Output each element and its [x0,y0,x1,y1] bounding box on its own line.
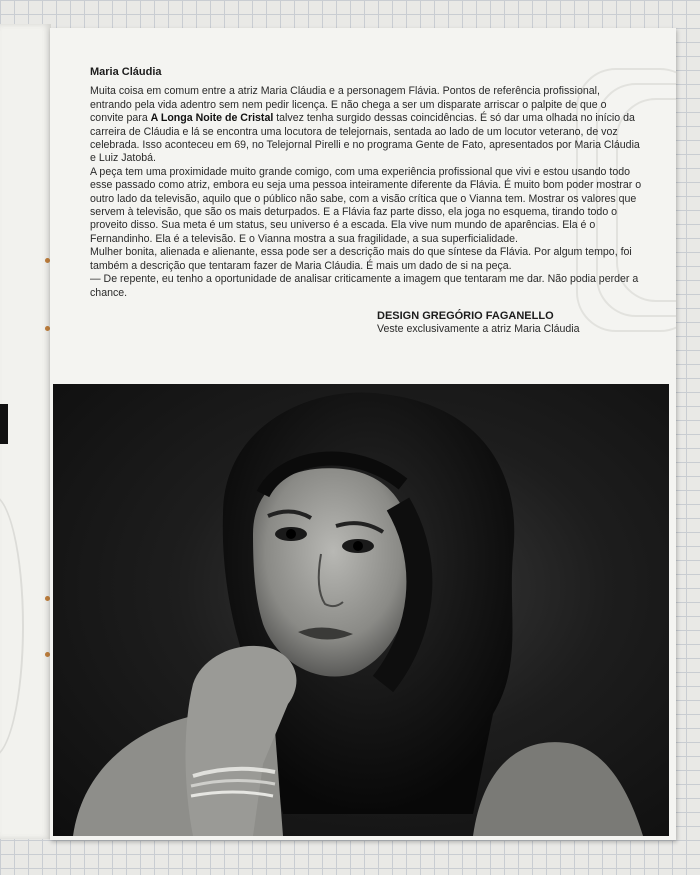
paragraph-3: Mulher bonita, alienada e alienante, essa pode ser a descrição mais do que síntese da Flávia. Por algum tempo, foi também a descrição que tentaram fazer de Maria Cláudia. É mais um dado de si na peça. [90,246,632,272]
paragraph-2: A peça tem uma proximidade muito grande comigo, com uma experiência profissional que vivi e estou usando todo esse passado como atriz, embora eu seja uma pessoa inteiramente diferente da Flávia. É muito bom poder mostrar o outro lado da televisão, aquilo que o público não sabe, com a visão crítica que o Vianna tem. Mostrar os valores que servem à televisão, que são os mais deturpados. E a Flávia faz parte disso, ela joga no esquema, tirando todo o proveito disso. Sua meta é um status, seu universo é a escada. Ela vive num mundo de aparências. Ela é o Fernandinho. Ela é a televisão. E o Vianna mostra a sua fragilidade, a sua superficialidade. [90,165,642,245]
left-page-letter-fragment [0,404,8,444]
portrait-photo [53,384,669,836]
paragraph-1 [90,85,642,165]
article-heading: Maria Cláudia [90,66,162,78]
paragraph-text: Muita coisa em comum entre a atriz Maria Cláudia e a personagem Flávia. Pontos de referência profissional, entrando pela vida adentro sem nem pedir licença. E não chega a ser um disparate arriscar o palpite de que o convite para [90,85,607,125]
credit-block [377,310,642,337]
left-page-decorative-arc [0,494,24,758]
play-title: A Longa Noite de Cristal [150,112,274,125]
credit-title: DESIGN GREGÓRIO FAGANELLO [377,309,554,322]
article-text [90,66,642,337]
paragraph-4: — De repente, eu tenho a oportunidade de analisar criticamente a imagem que tentaram me dar. Não podia perder a chance. [90,273,639,299]
portrait-illustration [53,384,669,836]
magazine-page [50,28,676,840]
left-page-edge [0,24,51,839]
paragraph-text: talvez tenha surgido dessas coincidências. É só dar uma olhada no início da carreira de Cláudia e lá se encontra uma locutora de telejornais, sentada ao lado de um locutor veterano, de voz celebrada. Isso aconteceu em 69, no Telejornal Pirelli e no programa Gente de Fato, apresentados por Maria Cláudia e Luiz Jatobá. [90,112,640,165]
credit-subtitle: Veste exclusivamente a atriz Maria Cláudia [377,323,580,336]
